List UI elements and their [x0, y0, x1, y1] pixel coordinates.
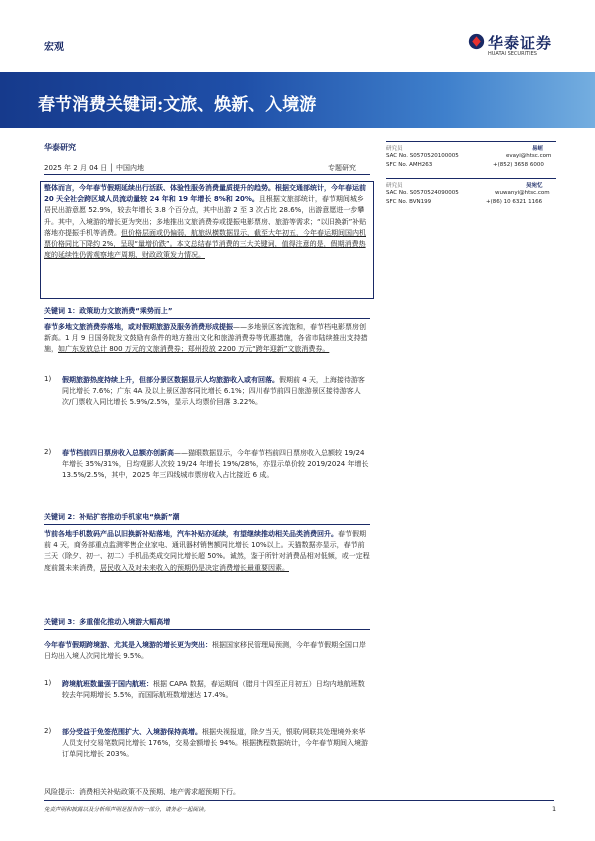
category-tag: 宏观: [44, 42, 64, 53]
analyst-email[interactable]: evayi@htsc.com: [506, 153, 552, 159]
analyst-email[interactable]: wuwanyi@htsc.com: [495, 190, 550, 196]
footer-disclaimer: 免责声明和披露以及分析师声明是报告的一部分，请务必一起阅读。: [44, 807, 210, 813]
section-divider: [44, 318, 370, 319]
logo-text-cn: 华泰证券: [488, 34, 553, 52]
list-item-number: 2): [44, 727, 52, 735]
section-title-kw3: 关键词 3：多重催化推动入境游大幅高增: [44, 618, 171, 626]
summary-lead: 整体而言，今年春节假期延续出行活跃、体验性服务消费量质提升的趋势。根据交通部统计，今年春运前 20 天全社会跨区域人员流动量较 24 年和 19 年增长 8%和 20%。: [44, 184, 366, 204]
analyst-sac: SAC No. S0570520100005: [386, 153, 459, 159]
list-item-number: 1): [44, 375, 52, 383]
org-name: 华泰研究: [44, 143, 76, 152]
analyst-sac: SAC No. S0570524090005: [386, 190, 459, 196]
list-item: 部分受益于免签范围扩大、入境游保持高增。根据央视报道，除夕当天，银联/网联共处理境外来华人员支付交易笔数同比增长 176%，交易金额增长 94%。根据携程数据统计，今年春节期间入境游订单同比增长 203%。: [62, 728, 369, 759]
analyst-phone: +(86) 10 6321 1166: [486, 199, 543, 205]
doc-type: 专题研究: [328, 164, 356, 172]
list-item-number: 1): [44, 679, 52, 687]
analyst-phone: +(852) 3658 6000: [493, 162, 544, 168]
huatai-logo-icon: [468, 33, 485, 50]
analyst-sfc: SFC No. BVN199: [386, 199, 432, 205]
logo-text-en: HUATAI SECURITIES: [488, 51, 537, 57]
analyst-role: 研究员: [386, 146, 403, 152]
kw2-paragraph: 节前各地手机数码产品以旧换新补贴落地，汽车补贴亦延续，有望继续推动相关品类消费回升。春节假期前 4 天，商务部重点监测零售企业家电、通讯器材销售额同比增长 10%以上。天猫数据亦显示，春节前三天（除夕、初一、初二）手机品类成交同比增长超 50%。诚然，鉴于所针对消费品相对低频，或一定程度前置未来消费，居民收入及对未来收入的预期仍是决定消费增长最重要因素。: [44, 530, 370, 572]
list-item-number: 2): [44, 448, 52, 456]
analyst-sfc: SFC No. AMH263: [386, 162, 433, 168]
analyst-divider: [386, 178, 556, 179]
list-item: 春节档前四日票房收入总额亦创新高——猫眼数据显示，今年春节档前四日票房收入总额较 19/24 年增长 35%/31%，日均观影人次较 19/24 年增长 19%/28%，亦显示单价较 2019/2024 年增长 13.5%/2.5%，其中，2025 年三四线城市票房收入占比接近 6 成。: [62, 449, 369, 480]
page-title: 春节消费关键词:文旅、焕新、入境游: [38, 95, 317, 115]
page-number: 1: [552, 805, 557, 813]
risk-warning: 风险提示：消费相关补贴政策不及预期、地产需求超预期下行。: [44, 788, 240, 796]
list-item: 跨境航班数量强于国内航班：根据 CAPA 数据，春运期间（腊月十四至正月初五）日均内地航班数较去年同期增长 5.5%，而国际航班数增速达 17.4%。: [62, 680, 365, 700]
summary-paragraph: 整体而言，今年春节假期延续出行活跃、体验性服务消费量质提升的趋势。根据交通部统计，今年春运前 20 天全社会跨区域人员流动量较 24 年和 19 年增长 8%和 20%。且根据文旅部统计，春节期间城乡居民出游意愿 52.9%，较去年增长 3.8 个百分点，其中出游 2 至 3 次占比 28.6%，出游意愿进一步攀升。其中，入境游的增长更为突出；多地推出文旅消费券或提振电影票房、旅游等需求；“以旧换新”补贴落地亦提振手机等消费。但价格层面或仍偏弱，航旅纵横数据显示，截至大年初五，今年春运期间国内机票价格同比下降约 2%，呈现“量增价跌”。本文总结春节消费的三大关键词，值得注意的是，假期消费热度的延续性仍需观察地产周期、财政政策发力情况。: [44, 184, 367, 260]
header-divider: [44, 174, 370, 175]
section-title-kw1: 关键词 1：政策助力文旅消费“乘势而上”: [44, 307, 173, 315]
report-date: 2025 年 2 月 04 日 │ 中国内地: [44, 164, 144, 172]
section-divider: [44, 629, 370, 630]
analyst-name: 易峘: [532, 146, 544, 152]
list-item: 假期旅游热度持续上升，但部分景区数据显示人均旅游收入或有回落。假期前 4 天，上海接待游客同比增长 7.6%；广东 4A 及以上景区游客同比增长 6.1%；四川春节前四日旅游景区接待游客人次/门票收入同比增长 5.9%/2.5%，显示人均票价回落 3.22%。: [62, 376, 365, 407]
analyst-role: 研究员: [386, 183, 403, 189]
footer-divider: [44, 800, 554, 801]
analyst-name: 吴宛忆: [526, 183, 543, 189]
section-title-kw2: 关键词 2：补贴扩容推动手机家电“焕新”潮: [44, 513, 180, 521]
section-divider: [44, 524, 370, 525]
huatai-logo: [468, 31, 568, 61]
kw3-intro: 今年春节假期跨境游、尤其是入境游的增长更为突出：根据国家移民管理局预测，今年春节假期全国口岸日均出入境人次同比增长 9.5%。: [44, 641, 366, 661]
analyst-divider: [386, 141, 556, 142]
kw1-intro: 春节多地文旅消费券落地，或对假期旅游及服务消费形成提振——多地景区客流饱和，春节档电影票房创新高。1 月 9 日国务院发文鼓励有条件的地方推出文化和旅游消费券等优惠措施，各省市陆续推出支持措施，如广东发放总计 800 万元的文旅消费券；郑州投放 2200 万元“跨年迎新”文旅消费券。: [44, 323, 368, 354]
